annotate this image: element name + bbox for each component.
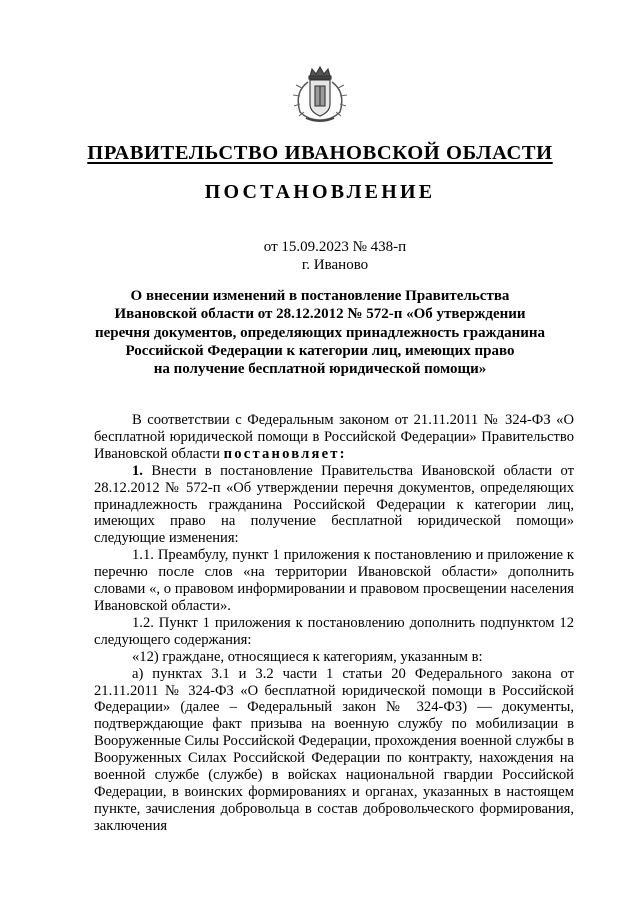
item-number: 1. xyxy=(132,462,143,479)
subject-line: на получение бесплатной юридической помощи» xyxy=(153,361,487,378)
subject-line: Ивановской области от 28.12.2012 № 572-п «Об утверждении xyxy=(114,306,526,323)
paragraph-item-1-1: 1.1. Преамбулу, пункт 1 приложения к постановлению и приложение к перечню после слов «на территории Ивановской области» дополнить словами «, о правовом информировании и правовом просвещении населения Ивановской области». xyxy=(94,547,574,614)
ivanovo-coat-of-arms-icon xyxy=(288,66,352,126)
document-subject xyxy=(60,287,580,378)
preamble-text: В соответствии с Федеральным законом от 21.11.2011 № 324-ФЗ «О бесплатной юридической помощи в Российской Федерации» Правительство Ивановской области xyxy=(94,412,574,462)
government-title: ПРАВИТЕЛЬСТВО ИВАНОВСКОЙ ОБЛАСТИ xyxy=(87,142,553,164)
document-type: ПОСТАНОВЛЕНИЕ xyxy=(204,181,436,203)
paragraph-item-1 xyxy=(94,463,574,548)
document-body xyxy=(94,412,574,835)
item-1-text: Внести в постановление Правительства Ивановской области от 28.12.2012 № 572-п «Об утверждении перечня документов, определяющих принадлежность гражданина Российской Федерации к категории лиц, имеющих право на получение бесплатной юридической помощи» следующие изменения: xyxy=(94,462,574,547)
resolves-verb: постановляет: xyxy=(223,445,347,462)
paragraph-item-1-2: 1.2. Пункт 1 приложения к постановлению дополнить подпунктом 12 следующего содержания: xyxy=(94,614,574,648)
paragraph-subitem-12: «12) граждане, относящиеся к категориям, указанным в: xyxy=(132,648,483,665)
subject-line: О внесении изменений в постановление Правительства xyxy=(130,288,510,304)
subject-line: перечня документов, определяющих принадлежность гражданина xyxy=(94,324,546,341)
paragraph-preamble xyxy=(94,412,574,463)
document-date-number: от 15.09.2023 № 438-п xyxy=(263,239,407,255)
document-city: г. Иваново xyxy=(301,257,369,273)
subject-line: Российской Федерации к категории лиц, имеющих право xyxy=(125,342,515,359)
paragraph-subitem-a: а) пунктах 3.1 и 3.2 части 1 статьи 20 Федерального закона от 21.11.2011 № 324-ФЗ «О бесплатной юридической помощи в Российской Федерации» (далее – Федеральный закон № 324-ФЗ) — документы, подтверждающие факт призыва на военную службу по мобилизации в Вооруженные Силы Российской Федерации, прохождения военной службы в Вооруженных Силах Российской Федерации по контракту, нахождения на военной службе (службе) в войсках национальной гвардии Российской Федерации, в воинских формированиях и органах, указанных в настоящем пункте, зачисления добровольца в состав добровольческого формирования, заключения xyxy=(94,665,574,834)
